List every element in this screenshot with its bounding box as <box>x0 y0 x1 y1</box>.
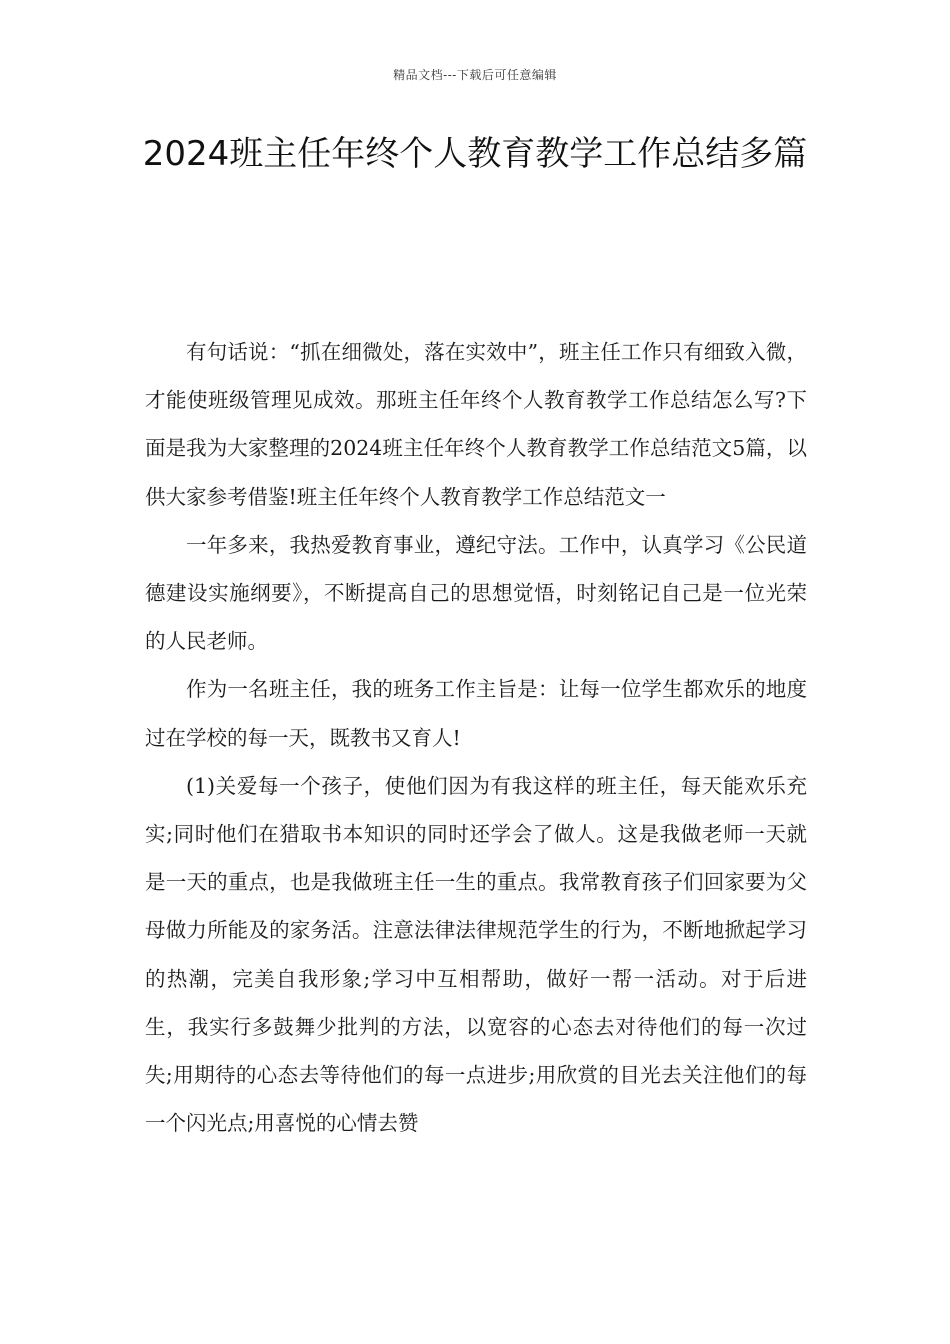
document-title: 2024班主任年终个人教育教学工作总结多篇 <box>142 134 808 174</box>
paragraph-2: 作为一名班主任，我的班务工作主旨是：让每一位学生都欢乐的地度过在学校的每一天，既教书又育人! <box>145 677 807 750</box>
header-note: 精品文档---下载后可任意编辑 <box>393 68 557 82</box>
paragraph-intro: 有句话说：“抓在细微处，落在实效中”，班主任工作只有细致入微，才能使班级管理见成效。那班主任年终个人教育教学工作总结怎么写?下面是我为大家整理的2024班主任年终个人教育教学工作总结范文5篇，以供大家参考借鉴!班主任年终个人教育教学工作总结范文一 <box>145 340 807 509</box>
paragraph-3: (1)关爱每一个孩子，使他们因为有我这样的班主任，每天能欢乐充实;同时他们在猎取书本知识的同时还学会了做人。这是我做老师一天就是一天的重点，也是我做班主任一生的重点。我常教育孩子们回家要为父母做力所能及的家务活。注意法律法律规范学生的行为，不断地掀起学习的热潮，完美自我形象;学习中互相帮助，做好一帮一活动。对于后进生，我实行多鼓舞少批判的方法，以宽容的心态去对待他们的每一次过失;用期待的心态去等待他们的每一点进步;用欣赏的目光去关注他们的每一个闪光点;用喜悦的心情去赞 <box>145 773 807 1136</box>
document-body <box>145 328 807 1147</box>
paragraph-1: 一年多来，我热爱教育事业，遵纪守法。工作中，认真学习《公民道德建设实施纲要》，不断提高自己的思想觉悟，时刻铭记自己是一位光荣的人民老师。 <box>145 532 807 654</box>
